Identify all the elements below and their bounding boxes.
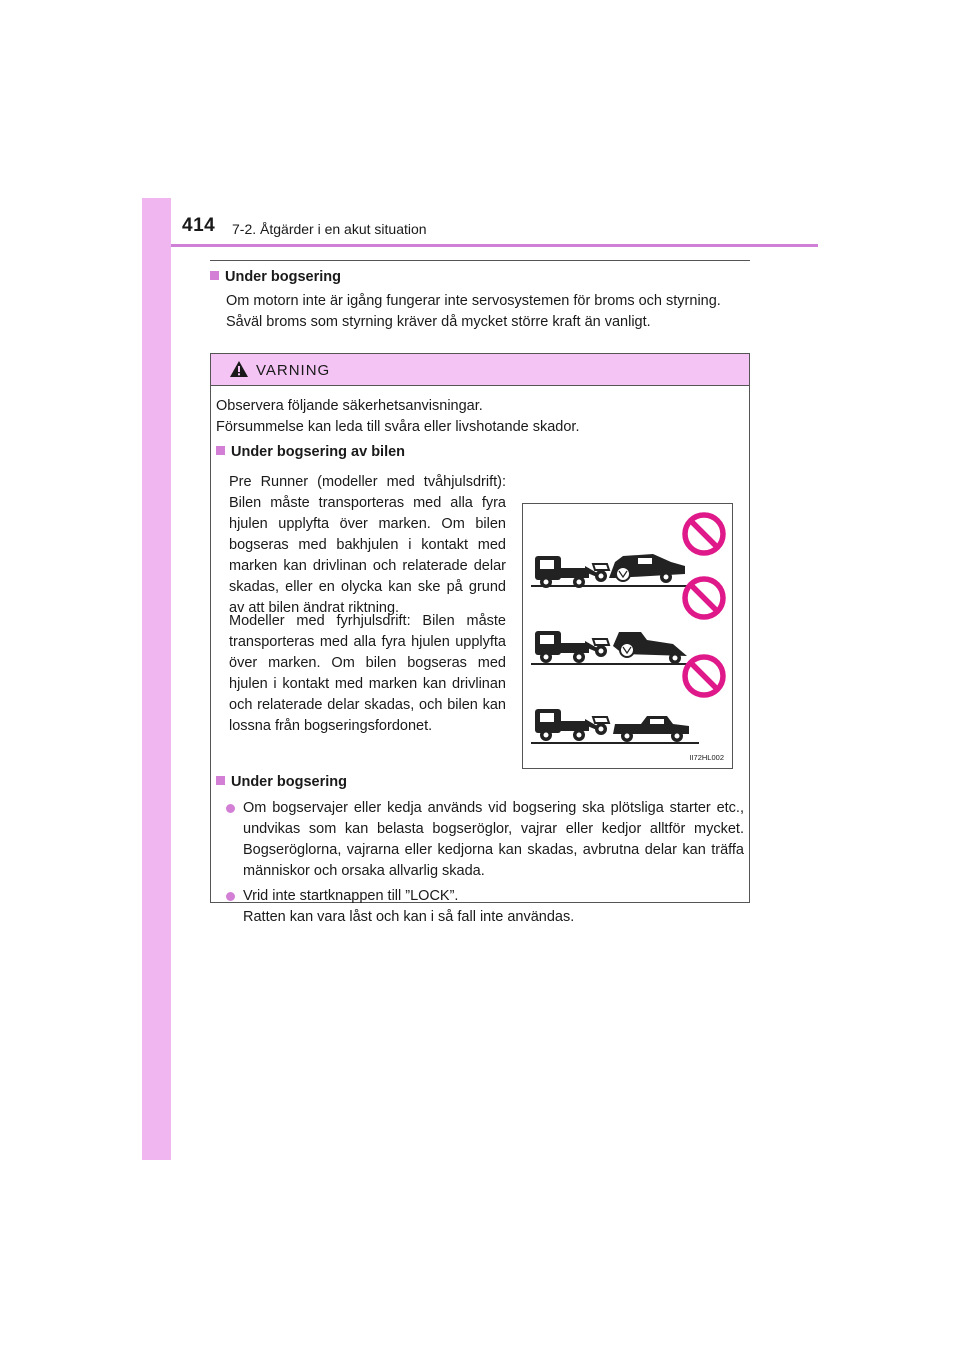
prohibition-icon-2: [685, 579, 723, 617]
section2-heading-text: Under bogsering: [231, 774, 348, 790]
section-title: 7-2. Åtgärder i en akut situation: [232, 221, 427, 237]
intro-heading: [210, 269, 341, 285]
intro-heading-text: Under bogsering: [225, 269, 342, 285]
warning-body: [211, 386, 749, 925]
circle-bullet-icon: [226, 804, 235, 813]
square-bullet-icon: [216, 776, 225, 785]
section1-para2: Modeller med fyrhjulsdrift: Bilen måste transporteras med alla fyra hjulen upplyfta över marken. Om bilen bogseras med hjulen i kontakt med marken kan drivlinan och relaterade delar skadas, och bilen kan lossna från bogseringsfordonet.: [229, 613, 506, 734]
section1-heading: [216, 444, 405, 460]
circle-bullet-icon: [226, 892, 235, 901]
side-tab: [142, 198, 171, 1160]
header-rule: [171, 244, 818, 247]
section1-heading-text: Under bogsering av bilen: [231, 444, 406, 460]
content-rule: [210, 260, 750, 261]
prohibition-icon-1: [685, 515, 723, 553]
section1-para1: Pre Runner (modeller med tvåhjulsdrift): Bilen måste transporteras med alla fyra hjulen upplyfta över marken. Om bilen bogseras med bakhjulen i kontakt med marken kan drivlinan och relaterade delar skadas, eller en olycka kan ske på grund av att bilen ändrat riktning.: [229, 474, 506, 616]
section2-heading: [216, 774, 347, 790]
section2-bullet2-line1: Vrid inte startknappen till ”LOCK”.: [243, 888, 459, 904]
square-bullet-icon: [210, 271, 219, 280]
figure-code: II72HL002: [689, 753, 724, 762]
section2-bullet1: [226, 798, 744, 882]
towing-scenario-3: [531, 709, 699, 743]
intro-text: Om motorn inte är igång fungerar inte servosystemen för broms och styrning. Såväl broms som styrning kräver då mycket större kraft än vanligt.: [226, 293, 721, 330]
prohibition-icon-3: [685, 657, 723, 695]
section2-bullet1-text: Om bogservajer eller kedja används vid bogsering ska plötsliga starter etc., undvikas som kan belasta bogseröglor, vajrar eller kedjor alltför mycket. Bogseröglorna, vajrarna eller kedjorna kan skadas, avbrutna delar kan träffa människor och orsaka allvarlig skada.: [243, 800, 744, 879]
warning-title: VARNING: [256, 362, 331, 379]
warning-intro-line2: Försummelse kan leda till svåra eller livshotande skador.: [216, 419, 580, 435]
warning-triangle-icon: [229, 360, 249, 378]
warning-intro: [216, 396, 744, 438]
square-bullet-icon: [216, 446, 225, 455]
towing-illustration: [522, 503, 733, 769]
page-number: 414: [182, 215, 216, 236]
warning-box: [210, 353, 750, 925]
section2-bullet2-line2: Ratten kan vara låst och kan i så fall inte användas.: [243, 909, 575, 925]
section2-bullet2: [226, 886, 744, 928]
warning-intro-line1: Observera följande säkerhetsanvisningar.: [216, 398, 483, 414]
towing-diagram: [523, 504, 732, 768]
towing-scenario-1: [531, 554, 691, 588]
warning-header: [211, 354, 749, 386]
towing-scenario-2: [531, 631, 695, 664]
